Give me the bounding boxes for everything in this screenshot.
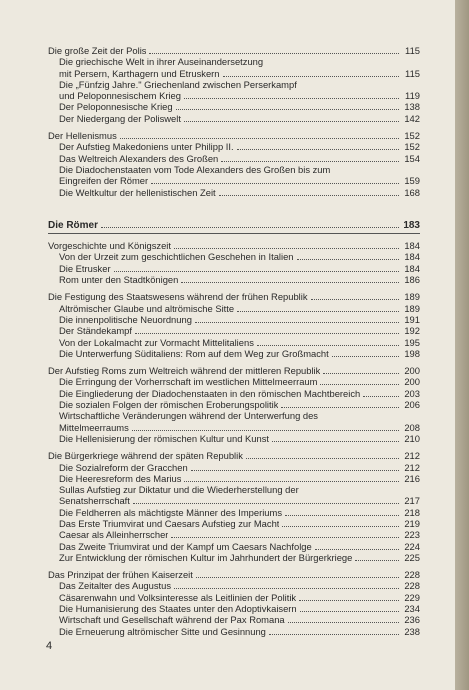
- entry-page: 159: [404, 175, 420, 187]
- toc-subsection-entry: [48, 314, 420, 325]
- toc-subsection-entry: [48, 529, 420, 540]
- dot-leader: [355, 560, 399, 561]
- dot-leader: [101, 227, 399, 228]
- toc-subsection-entry: [48, 348, 420, 359]
- dot-leader: [174, 588, 399, 589]
- entry-title: Der Niedergang der Poliswelt: [59, 112, 181, 124]
- entry-title: Die Sozialreform der Gracchen: [59, 461, 188, 473]
- dot-leader: [237, 311, 399, 312]
- dot-leader: [196, 577, 399, 578]
- toc-section-entry: [48, 130, 420, 141]
- dot-leader: [323, 373, 399, 374]
- entry-title: Wirtschaftliche Veränderungen während der Unterwerfung des: [59, 410, 318, 422]
- dot-leader: [272, 441, 399, 442]
- entry-title: Die Bürgerkriege während der späten Republik: [48, 450, 243, 462]
- entry-page: 200: [404, 365, 420, 377]
- entry-title: Altrömischer Glaube und altrömische Sitte: [59, 302, 235, 314]
- entry-page: 168: [404, 186, 420, 198]
- entry-title: Cäsarenwahn und Volksinteresse als Leitlinien der Politik: [59, 591, 297, 603]
- entry-title: Die Erneuerung altrömischer Sitte und Gesinnung: [59, 625, 266, 637]
- entry-page: 152: [404, 141, 420, 153]
- chapter-page: 183: [403, 219, 420, 231]
- dot-leader: [281, 407, 399, 408]
- toc-subsection-entry: [48, 175, 420, 186]
- toc-subsection-entry: [48, 164, 420, 175]
- entry-title: Zur Entwicklung der römischen Kultur im Jahrhundert der Bürgerkriege: [59, 551, 353, 563]
- entry-title: Das Zeitalter des Augustus: [59, 580, 172, 592]
- entry-page: 115: [405, 67, 420, 79]
- page-edge: [455, 0, 469, 690]
- dot-leader: [320, 384, 399, 385]
- entry-page: 217: [404, 495, 420, 507]
- toc-subsection-entry: [48, 187, 420, 198]
- dot-leader: [221, 161, 399, 162]
- entry-title: Die Weltkultur der hellenistischen Zeit: [59, 186, 216, 198]
- entry-title: Die sozialen Folgen der römischen Eroberungspolitik: [59, 399, 279, 411]
- dot-leader: [171, 537, 399, 538]
- toc-section-entry: [48, 45, 420, 56]
- entry-title: Die Humanisierung des Staates unter den Adoptivkaisern: [59, 603, 297, 615]
- entry-title: Die Erringung der Vorherrschaft im westlichen Mittelmeerraum: [59, 376, 318, 388]
- entry-title: Rom unter den Stadtkönigen: [59, 274, 179, 286]
- dot-leader: [285, 515, 399, 516]
- toc-subsection-entry: [48, 473, 420, 484]
- chapter-rule: [48, 233, 420, 234]
- entry-page: 229: [404, 591, 420, 603]
- dot-leader: [237, 149, 399, 150]
- entry-page: 223: [404, 529, 420, 541]
- entry-page: 206: [404, 399, 420, 411]
- toc-subsection-entry: [48, 68, 420, 79]
- toc-subsection-entry: [48, 263, 420, 274]
- dot-leader: [174, 248, 399, 249]
- entry-page: 212: [404, 461, 420, 473]
- toc-subsection-entry: [48, 90, 420, 101]
- dot-leader: [151, 183, 399, 184]
- entry-title: Die Diadochenstaaten vom Tode Alexanders des Großen bis zum: [59, 163, 331, 175]
- page-number: 4: [46, 640, 53, 652]
- dot-leader: [149, 53, 399, 54]
- toc-subsection-entry: [48, 388, 420, 399]
- entry-page: 212: [404, 450, 420, 462]
- entry-title: Das Erste Triumvirat und Caesars Aufstieg zur Macht: [59, 517, 280, 529]
- entry-title: Die Eingliederung der Diadochenstaaten in den römischen Machtbereich: [59, 387, 361, 399]
- entry-title: Die Heeresreform des Marius: [59, 472, 182, 484]
- entry-page: 200: [404, 376, 420, 388]
- entry-page: 228: [404, 580, 420, 592]
- toc-subsection-entry: [48, 274, 420, 285]
- toc-subsection-entry: [48, 495, 420, 506]
- toc-subsection-entry: [48, 626, 420, 637]
- dot-leader: [181, 282, 399, 283]
- toc-subsection-entry: [48, 141, 420, 152]
- entry-page: 218: [404, 506, 420, 518]
- dot-leader: [223, 76, 400, 77]
- toc-section-entry: [48, 291, 420, 302]
- entry-page: 219: [404, 517, 420, 529]
- dot-leader: [184, 98, 399, 99]
- entry-title: Das Prinzipat der frühen Kaiserzeit: [48, 569, 193, 581]
- entry-page: 154: [404, 152, 420, 164]
- entry-title: Von der Urzeit zum geschichtlichen Geschehen in Italien: [59, 251, 294, 263]
- entry-title: Die Hellenisierung der römischen Kultur und Kunst: [59, 432, 270, 444]
- toc-subsection-entry: [48, 422, 420, 433]
- table-of-contents: [48, 45, 420, 637]
- dot-leader: [300, 611, 399, 612]
- entry-title: Die Feldherren als mächtigste Männer des Imperiums: [59, 506, 283, 518]
- dot-leader: [114, 271, 399, 272]
- entry-title: Die „Fünfzig Jahre." Griechenland zwischen Perserkampf: [59, 78, 297, 90]
- dot-leader: [269, 634, 399, 635]
- dot-leader: [120, 138, 399, 139]
- entry-page: 192: [404, 325, 420, 337]
- entry-page: 138: [404, 101, 420, 113]
- entry-page: 184: [404, 251, 420, 263]
- dot-leader: [132, 430, 399, 431]
- entry-title: Von der Lokalmacht zur Vormacht Mittelitaliens: [59, 336, 254, 348]
- entry-page: 195: [404, 336, 420, 348]
- toc-subsection-entry: [48, 433, 420, 444]
- entry-title: Caesar als Alleinherrscher: [59, 529, 169, 541]
- dot-leader: [297, 259, 399, 260]
- toc-subsection-entry: [48, 325, 420, 336]
- entry-page: 191: [404, 313, 420, 325]
- entry-title: Mittelmeerraums: [59, 421, 129, 433]
- entry-page: 203: [404, 387, 420, 399]
- entry-title: Die innenpolitische Neuordnung: [59, 313, 192, 325]
- toc-subsection-entry: [48, 462, 420, 473]
- dot-leader: [184, 121, 399, 122]
- dot-leader: [315, 549, 399, 550]
- toc-subsection-entry: [48, 410, 420, 421]
- toc-subsection-entry: [48, 79, 420, 90]
- toc-section-entry: [48, 569, 420, 580]
- dot-leader: [176, 109, 399, 110]
- toc-subsection-entry: [48, 541, 420, 552]
- entry-page: 184: [404, 262, 420, 274]
- entry-page: 216: [404, 472, 420, 484]
- entry-title: Senatsherrschaft: [59, 495, 130, 507]
- entry-title: Der Hellenismus: [48, 130, 117, 142]
- dot-leader: [133, 503, 399, 504]
- entry-page: 225: [404, 551, 420, 563]
- entry-page: 189: [404, 291, 420, 303]
- toc-section-greeks: [48, 45, 420, 198]
- dot-leader: [219, 195, 399, 196]
- entry-page: 224: [404, 540, 420, 552]
- toc-section-romans: [48, 240, 420, 637]
- toc-subsection-entry: [48, 56, 420, 67]
- dot-leader: [135, 333, 399, 334]
- toc-subsection-entry: [48, 484, 420, 495]
- dot-leader: [282, 526, 399, 527]
- entry-title: Der Peloponnesische Krieg: [59, 101, 173, 113]
- entry-page: 115: [405, 45, 420, 56]
- dot-leader: [184, 481, 399, 482]
- entry-title: Vorgeschichte und Königszeit: [48, 240, 171, 252]
- toc-subsection-entry: [48, 251, 420, 262]
- entry-title: Die große Zeit der Polis: [48, 45, 147, 56]
- entry-page: 236: [404, 614, 420, 626]
- entry-title: und Peloponnesischem Krieg: [59, 90, 181, 102]
- entry-title: mit Persern, Karthagern und Etruskern: [59, 67, 220, 79]
- toc-section-entry: [48, 450, 420, 461]
- dot-leader: [257, 345, 399, 346]
- entry-page: 210: [404, 432, 420, 444]
- entry-page: 228: [404, 569, 420, 581]
- entry-title: Der Aufstieg Roms zum Weltreich während der mittleren Republik: [48, 365, 321, 377]
- toc-section-entry: [48, 365, 420, 376]
- entry-page: 234: [404, 603, 420, 615]
- toc-subsection-entry: [48, 507, 420, 518]
- entry-page: 142: [404, 112, 420, 124]
- entry-page: 198: [404, 347, 420, 359]
- toc-subsection-entry: [48, 580, 420, 591]
- entry-page: 208: [404, 421, 420, 433]
- entry-title: Der Ständekampf: [59, 325, 132, 337]
- entry-page: 189: [404, 302, 420, 314]
- toc-subsection-entry: [48, 113, 420, 124]
- entry-page: 152: [404, 130, 420, 142]
- toc-subsection-entry: [48, 303, 420, 314]
- entry-page: 184: [404, 240, 420, 252]
- entry-page: 119: [405, 90, 420, 102]
- toc-subsection-entry: [48, 153, 420, 164]
- dot-leader: [311, 299, 399, 300]
- chapter-heading: [48, 220, 420, 231]
- entry-title: Die Etrusker: [59, 262, 111, 274]
- entry-title: Wirtschaft und Gesellschaft während der Pax Romana: [59, 614, 285, 626]
- toc-section-entry: [48, 240, 420, 251]
- entry-title: Das Zweite Triumvirat und der Kampf um Caesars Nachfolge: [59, 540, 312, 552]
- entry-page: 238: [404, 625, 420, 637]
- dot-leader: [299, 600, 399, 601]
- dot-leader: [195, 322, 399, 323]
- dot-leader: [191, 470, 399, 471]
- entry-page: 186: [404, 274, 420, 286]
- toc-subsection-entry: [48, 376, 420, 387]
- toc-subsection-entry: [48, 101, 420, 112]
- dot-leader: [363, 396, 399, 397]
- toc-subsection-entry: [48, 603, 420, 614]
- toc-subsection-entry: [48, 337, 420, 348]
- entry-title: Das Weltreich Alexanders des Großen: [59, 152, 219, 164]
- entry-title: Der Aufstieg Makedoniens unter Philipp II.: [59, 141, 234, 153]
- entry-title: Die griechische Welt in ihrer Auseinandersetzung: [59, 56, 264, 68]
- entry-title: Eingreifen der Römer: [59, 175, 149, 187]
- entry-title: Die Unterwerfung Süditaliens: Rom auf dem Weg zur Großmacht: [59, 347, 329, 359]
- dot-leader: [332, 356, 399, 357]
- toc-subsection-entry: [48, 552, 420, 563]
- toc-subsection-entry: [48, 592, 420, 603]
- entry-title: Sullas Aufstieg zur Diktatur und die Wiederherstellung der: [59, 484, 299, 496]
- toc-subsection-entry: [48, 518, 420, 529]
- toc-subsection-entry: [48, 399, 420, 410]
- dot-leader: [288, 622, 399, 623]
- dot-leader: [246, 458, 399, 459]
- chapter-title: Die Römer: [48, 219, 99, 231]
- entry-title: Die Festigung des Staatswesens während der frühen Republik: [48, 291, 308, 303]
- toc-subsection-entry: [48, 614, 420, 625]
